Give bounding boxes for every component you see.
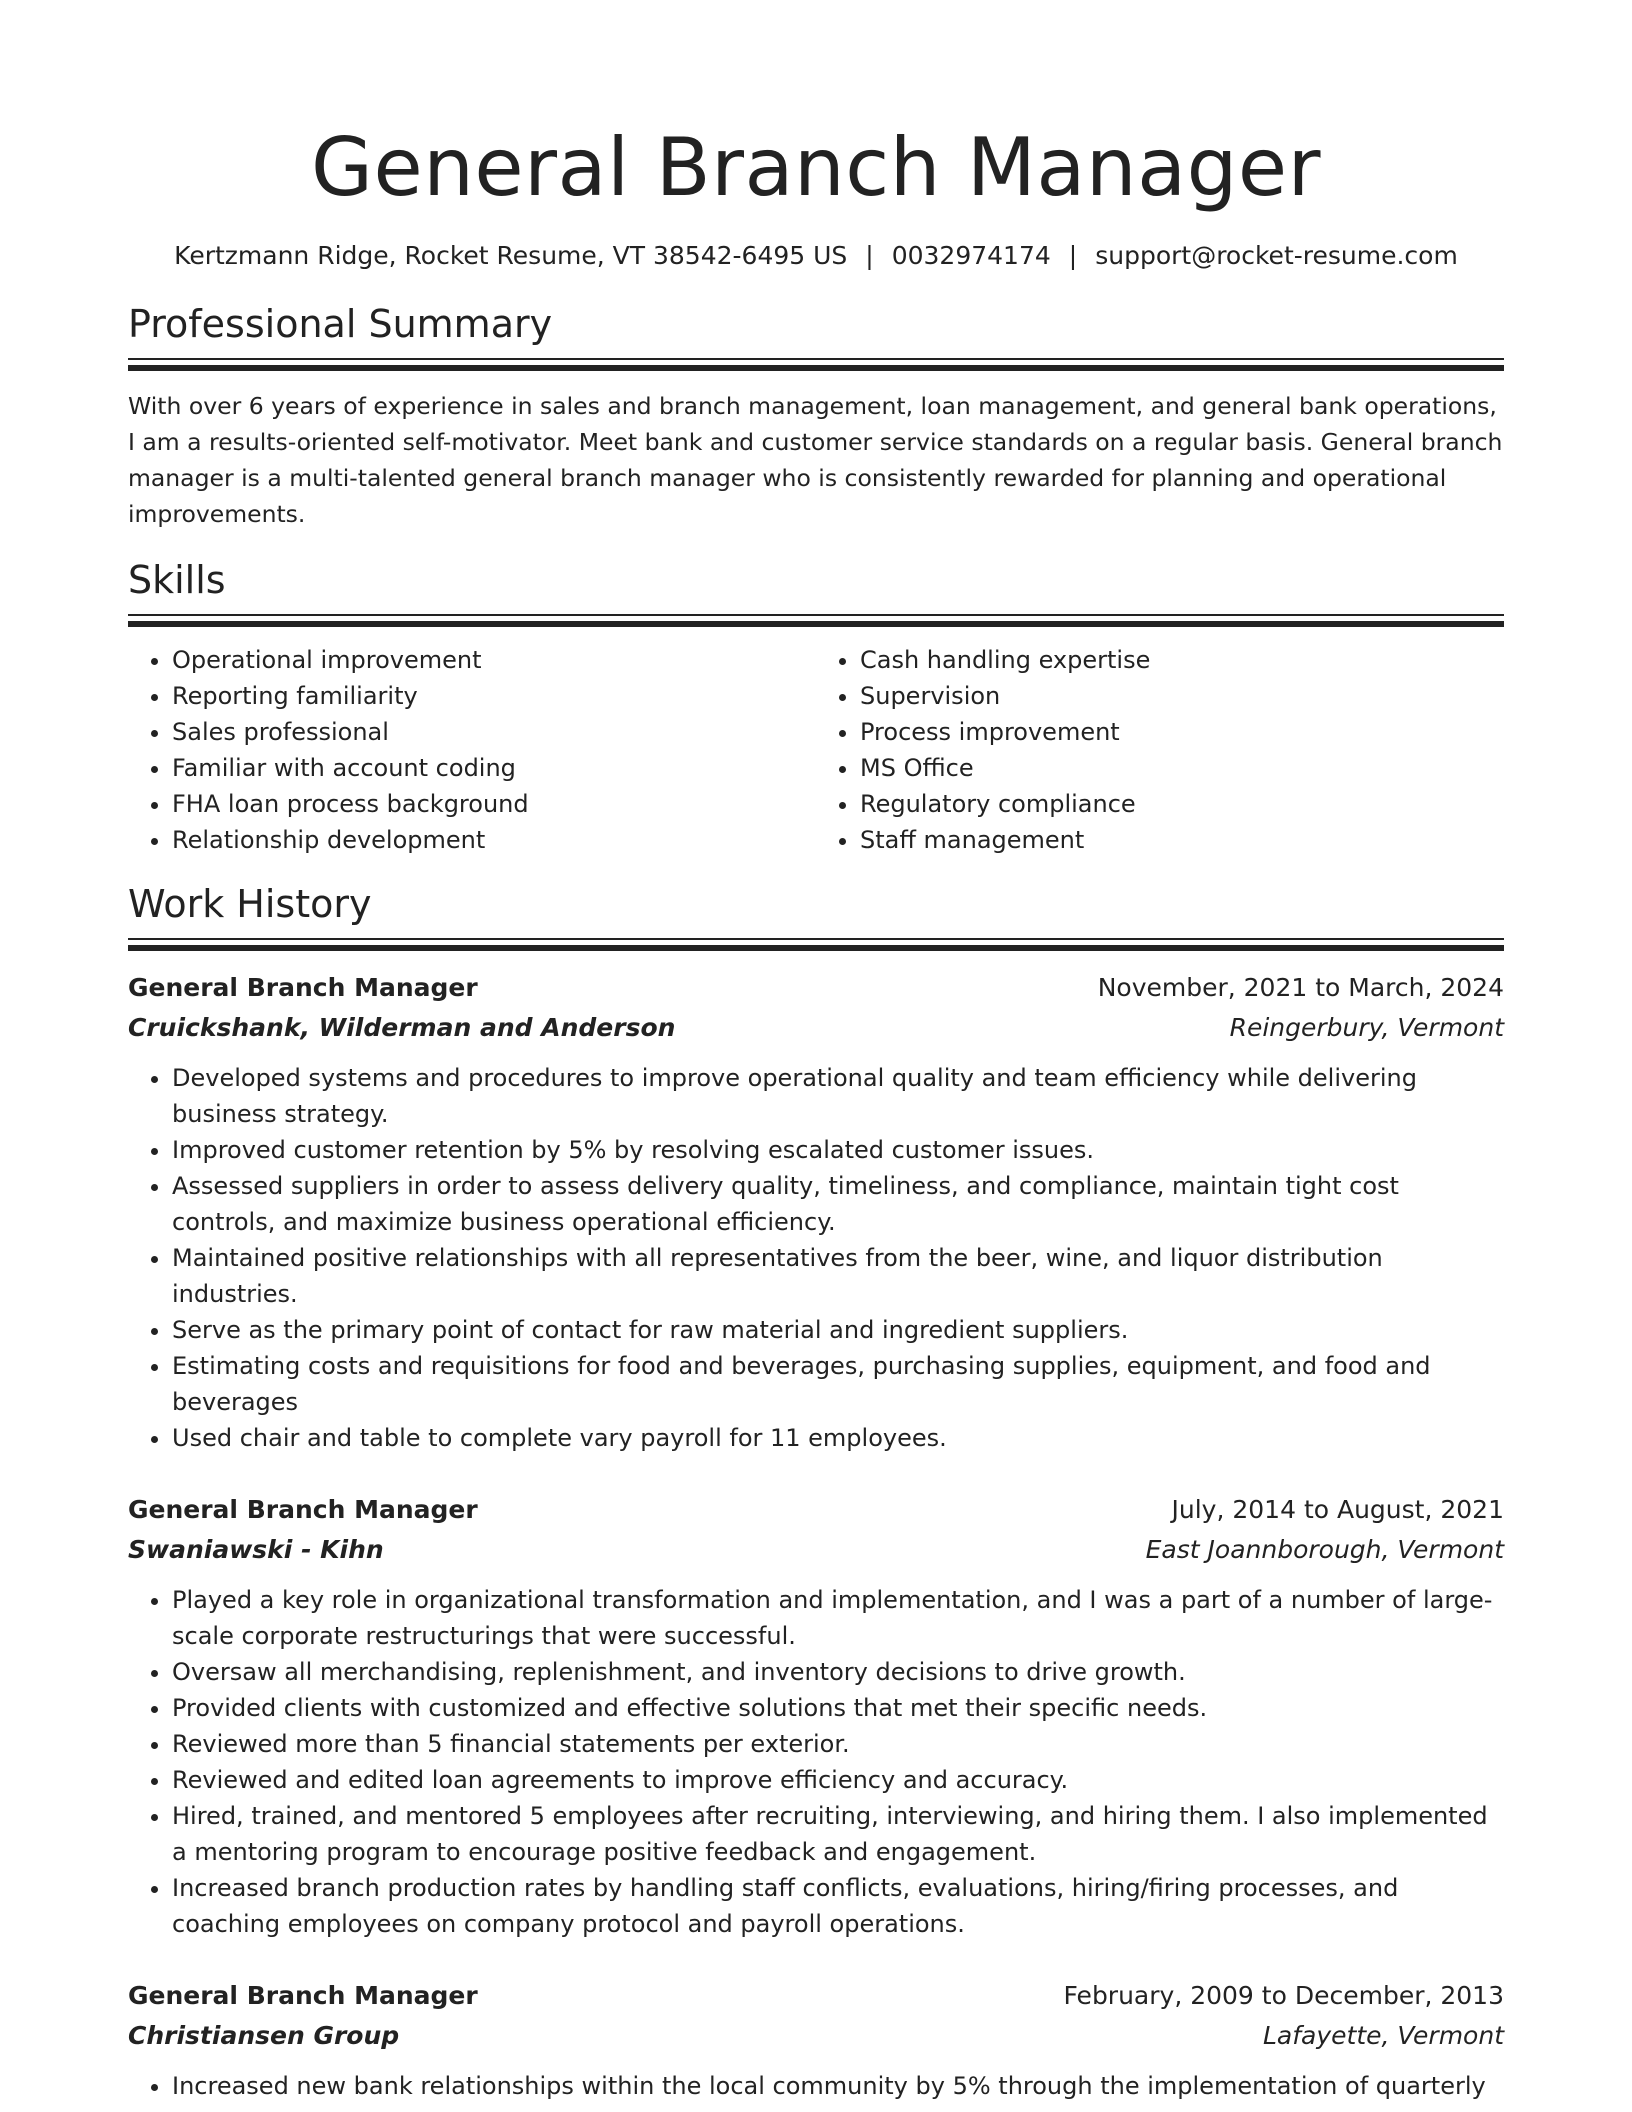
job-entry [128, 1490, 1504, 1942]
job-bullet: • Developed systems and procedures to improve operational quality and team efficiency while delivering business strategy. [172, 1060, 1504, 1132]
job-subheader [128, 2016, 1504, 2056]
job-header [128, 1976, 1504, 2016]
job-bullet: • Played a key role in organizational transformation and implementation, and I was a part of a number of large-scale corporate restructurings that were successful. [172, 1582, 1504, 1654]
job-title: General Branch Manager [128, 973, 478, 1002]
contact-address: Kertzmann Ridge, Rocket Resume, VT 38542-6495 US [174, 241, 848, 270]
skill-item: • Relationship development [172, 822, 816, 858]
skill-item: • Cash handling expertise [860, 642, 1504, 678]
job-bullet: • Oversaw all merchandising, replenishment, and inventory decisions to drive growth. [172, 1654, 1504, 1690]
job-entry [128, 1976, 1504, 2104]
job-location: Lafayette, Vermont [1262, 2021, 1504, 2050]
job-bullet: • Provided clients with customized and effective solutions that met their specific needs. [172, 1690, 1504, 1726]
section-divider [128, 938, 1504, 952]
job-company: Cruickshank, Wilderman and Anderson [128, 1013, 676, 1042]
skill-item: • Supervision [860, 678, 1504, 714]
section-divider [128, 358, 1504, 372]
job-dates: July, 2014 to August, 2021 [1171, 1495, 1504, 1524]
job-location: East Joannborough, Vermont [1145, 1535, 1504, 1564]
skills-list-left [128, 642, 816, 858]
job-bullet: • Improved customer retention by 5% by resolving escalated customer issues. [172, 1132, 1504, 1168]
job-title: General Branch Manager [128, 1495, 478, 1524]
skill-item: • Reporting familiarity [172, 678, 816, 714]
job-bullet: • Reviewed and edited loan agreements to improve efficiency and accuracy. [172, 1762, 1504, 1798]
skills-list-right [816, 642, 1504, 858]
job-dates: February, 2009 to December, 2013 [1063, 1981, 1504, 2010]
job-bullets [128, 2068, 1504, 2104]
contact-email[interactable]: support@rocket-resume.com [1095, 241, 1458, 270]
job-title: General Branch Manager [128, 1981, 478, 2010]
job-bullet: • Increased branch production rates by handling staff conflicts, evaluations, hiring/firing processes, and coaching employees on company protocol and payroll operations. [172, 1870, 1504, 1942]
job-bullet: • Used chair and table to complete vary payroll for 11 employees. [172, 1420, 1504, 1456]
work-history-section [128, 880, 1504, 2104]
skill-item: • Regulatory compliance [860, 786, 1504, 822]
skill-item: • FHA loan process background [172, 786, 816, 822]
section-divider [128, 614, 1504, 628]
job-company: Swaniawski - Kihn [128, 1535, 384, 1564]
skills-grid [128, 642, 1504, 858]
job-location: Reingerbury, Vermont [1229, 1013, 1504, 1042]
skills-heading: Skills [128, 558, 226, 602]
job-bullet: • Estimating costs and requisitions for food and beverages, purchasing supplies, equipment, and food and beverages [172, 1348, 1504, 1420]
resume-name: General Branch Manager [311, 121, 1321, 214]
contact-separator: | [865, 241, 874, 270]
contact-phone: 0032974174 [891, 241, 1051, 270]
job-subheader [128, 1530, 1504, 1570]
skill-item: • Process improvement [860, 714, 1504, 750]
job-dates: November, 2021 to March, 2024 [1097, 973, 1504, 1002]
skills-section [128, 556, 1504, 858]
job-bullet: • Reviewed more than 5 financial statements per exterior. [172, 1726, 1504, 1762]
job-bullets [128, 1060, 1504, 1456]
skill-item: • Familiar with account coding [172, 750, 816, 786]
job-bullet: • Serve as the primary point of contact for raw material and ingredient suppliers. [172, 1312, 1504, 1348]
job-subheader [128, 1008, 1504, 1048]
contact-separator: | [1068, 241, 1078, 270]
job-header [128, 968, 1504, 1008]
summary-heading: Professional Summary [128, 302, 553, 346]
job-header [128, 1490, 1504, 1530]
skill-item: • Sales professional [172, 714, 816, 750]
job-bullet: • Assessed suppliers in order to assess delivery quality, timeliness, and compliance, maintain tight cost controls, and maximize business operational efficiency. [172, 1168, 1504, 1240]
job-bullet: • Increased new bank relationships within the local community by 5% through the implementation of quarterly [172, 2068, 1504, 2104]
job-bullet: • Maintained positive relationships with all representatives from the beer, wine, and liquor distribution industries. [172, 1240, 1504, 1312]
job-company: Christiansen Group [128, 2021, 400, 2050]
contact-line [128, 238, 1504, 274]
skill-item: • MS Office [860, 750, 1504, 786]
summary-section [128, 300, 1504, 532]
job-entry [128, 968, 1504, 1456]
skill-item: • Operational improvement [172, 642, 816, 678]
summary-text: With over 6 years of experience in sales and branch management, loan management, and general bank operations, I am a results-oriented self-motivator. Meet bank and customer service standards on a regular basis. General branch manager is a multi-talented general branch manager who is consistently rewarded for planning and operational improvements. [128, 392, 1503, 528]
skill-item: • Staff management [860, 822, 1504, 858]
job-bullet: • Hired, trained, and mentored 5 employees after recruiting, interviewing, and hiring them. I also implemented a mentoring program to encourage positive feedback and engagement. [172, 1798, 1504, 1870]
work-history-heading: Work History [128, 882, 372, 926]
job-bullets [128, 1582, 1504, 1942]
